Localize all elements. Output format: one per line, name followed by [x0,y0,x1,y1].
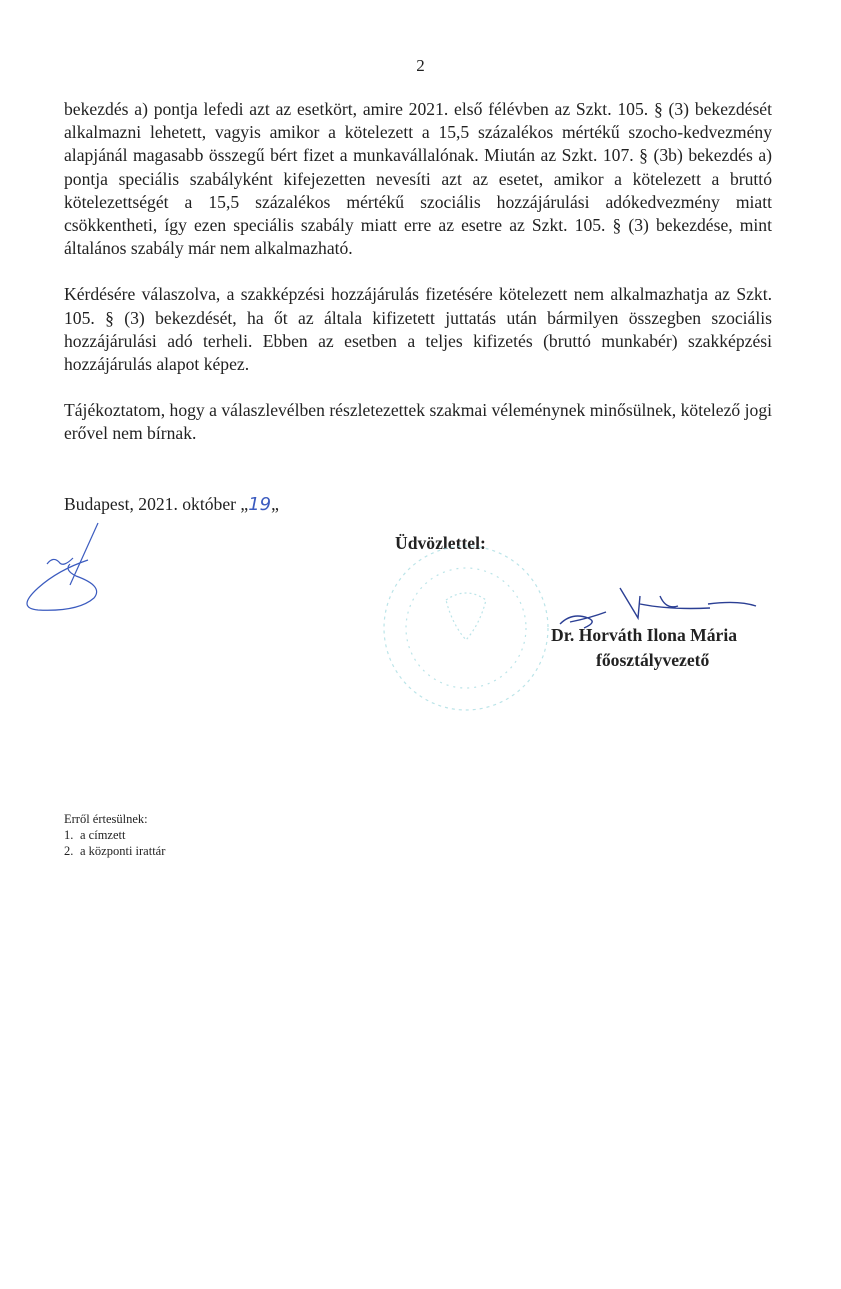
paragraph-3: Tájékoztatom, hogy a válaszlevélben részletezettek szakmai véleménynek minősülnek, kötelező jogi erővel nem bírnak. [64,400,772,444]
handwritten-day: 19 [248,494,272,515]
list-item [64,843,165,859]
list-item-label: a címzett [80,828,126,842]
official-stamp [384,546,548,710]
signature-mark [560,588,756,628]
date-line [64,493,279,516]
paragraph-2: Kérdésére válaszolva, a szakképzési hozzájárulás fizetésére kötelezett nem alkalmazhatja az Szkt. 105. § (3) bekezdését, ha őt az általa kifizetett juttatás után bármilyen összegben szociális hozzájárulási adó terheli. Ebben az esetben a teljes kifizetés (bruttó munkabér) szakképzési hozzájárulás alapot képez. [64,284,772,375]
date-prefix: Budapest, 2021. október „ [64,494,249,514]
letter-body [64,98,772,469]
distribution-heading: Erről értesülnek: [64,812,148,826]
greeting: Üdvözlettel: [395,533,486,553]
page-number: 2 [416,56,425,75]
list-item-label: a központi irattár [80,844,166,858]
signer-name: Dr. Horváth Ilona Mária [551,625,738,645]
paragraph-1: bekezdés a) pontja lefedi azt az esetkört, amire 2021. első félévben az Szkt. 105. § (3) bekezdését alkalmazni lehetett, vagyis amikor a kötelezett a 15,5 százalékos mértékű szocho-kedvezmény alapjánál magasabb összegű bért fizet a munkavállalónak. Miután az Szkt. 107. § (3b) bekezdés a) pontja speciális szabályként kifejezetten nevesíti azt az esetet, amikor a kötelezett a bruttó kötelezettségét a 15,5 százalékos mértékű szociális hozzájárulási adókedvezmény miatt csökkentheti, így ezen speciális szabály miatt erre az esetre az Szkt. 105. § (3) bekezdése, mint általános szabály már nem alkalmazható. [64,99,772,259]
signer-title: főosztályvezető [596,650,710,670]
list-item [64,827,165,843]
distribution-list [64,811,165,859]
initials-mark [27,523,98,610]
list-item-number: 2. [64,844,74,858]
date-suffix: „ [271,494,279,514]
list-item-number: 1. [64,828,74,842]
